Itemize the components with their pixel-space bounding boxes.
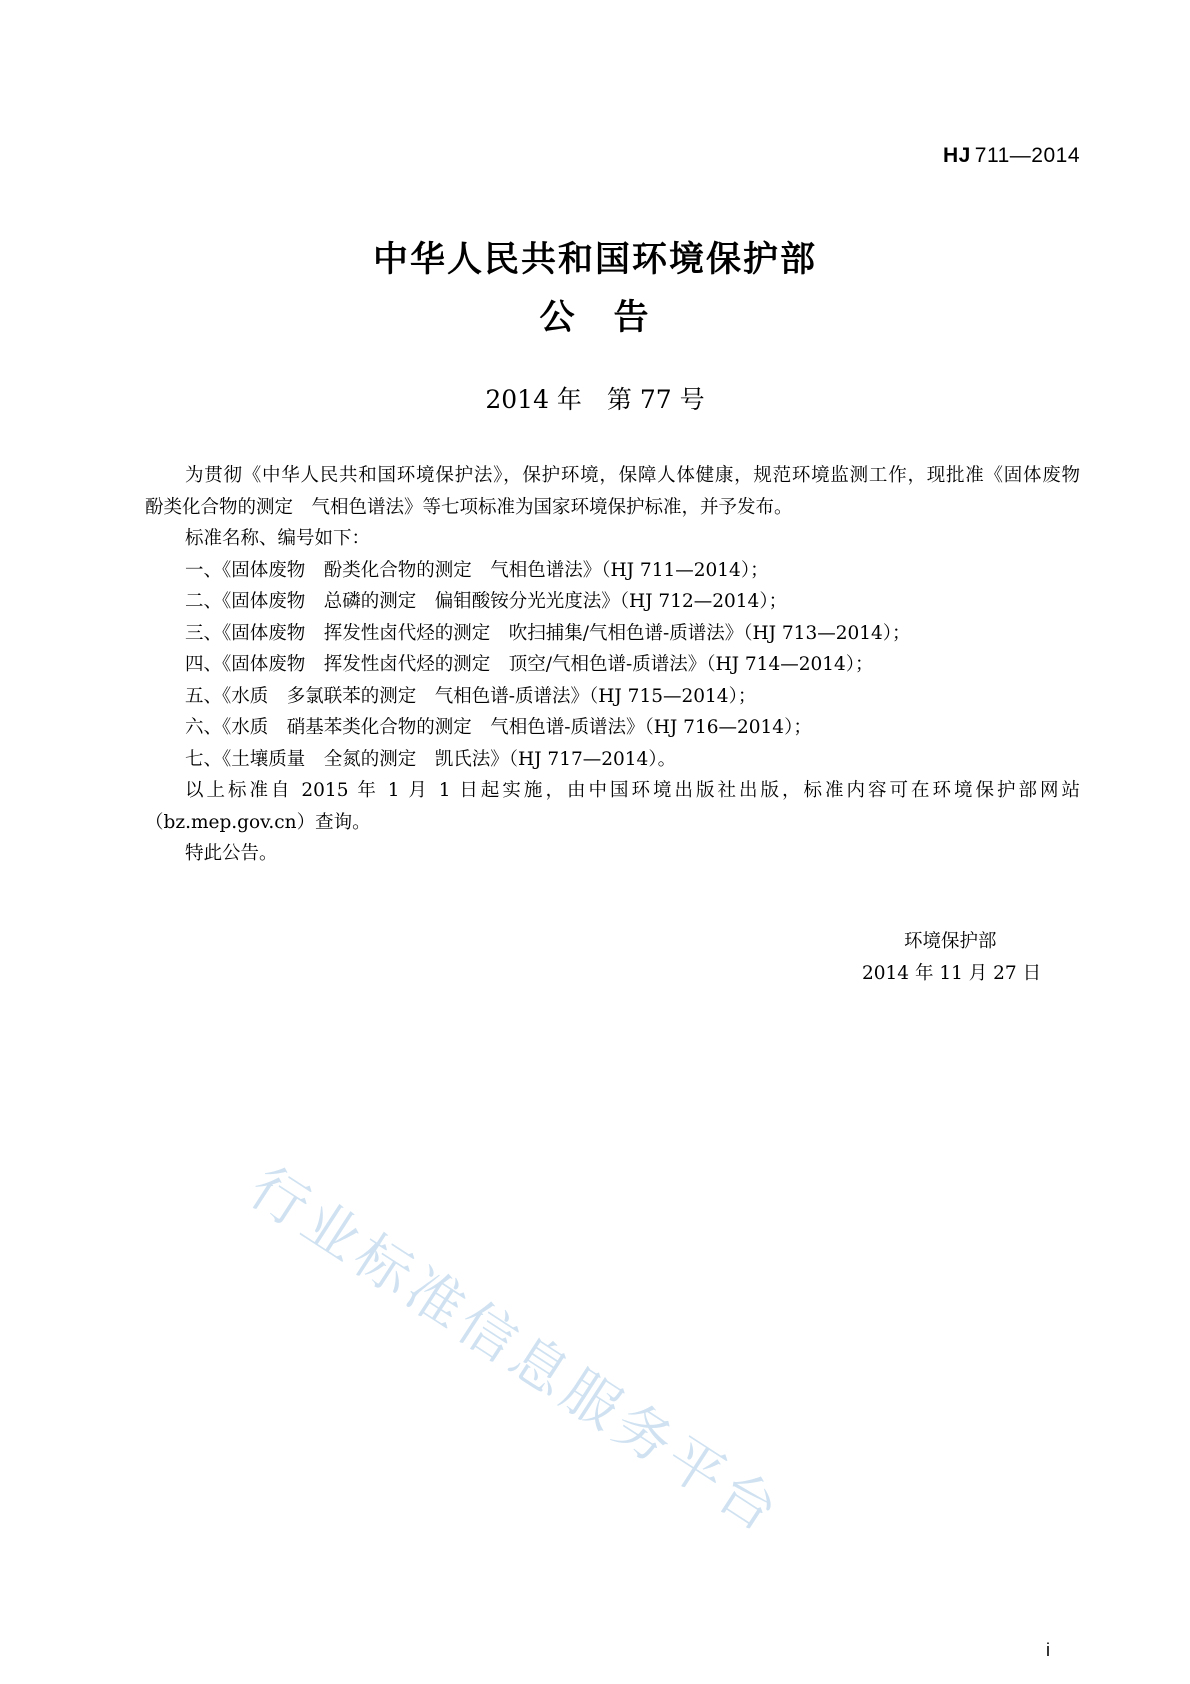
standard-item-1: 一、《固体废物 酚类化合物的测定 气相色谱法》（HJ 711—2014）； — [185, 559, 769, 581]
signature-organization: 环境保护部 — [904, 931, 997, 952]
intro-paragraph: 为贯彻《中华人民共和国环境保护法》，保护环境，保障人体健康，规范环境监测工作，现批准《固体废物 酚类化合物的测定 气相色谱法》等七项标准为国家环境保护标准，并予发布。 — [145, 465, 1099, 518]
standard-code-prefix: HJ — [942, 144, 971, 167]
implementation-paragraph: 以上标准自 2015 年 1 月 1 日起实施，由中国环境出版社出版，标准内容可在环境保护部网站（bz.mep.gov.cn）查询。 — [145, 780, 1080, 833]
page-number: i — [1046, 1640, 1050, 1660]
standard-item-4: 四、《固体废物 挥发性卤代烃的测定 顶空/气相色谱-质谱法》（HJ 714—2014）； — [185, 654, 874, 675]
standard-item-5: 五、《水质 多氯联苯的测定 气相色谱-质谱法》（HJ 715—2014）； — [185, 685, 757, 707]
standard-code-number: 711—2014 — [974, 144, 1080, 167]
standard-item-6: 六、《水质 硝基苯类化合物的测定 气相色谱-质谱法》（HJ 716—2014）； — [185, 717, 812, 738]
standard-item-3: 三、《固体废物 挥发性卤代烃的测定 吹扫捕集/气相色谱-质谱法》（HJ 713—2014）； — [185, 622, 911, 644]
closing-paragraph: 特此公告。 — [185, 843, 278, 864]
standard-item-2: 二、《固体废物 总磷的测定 偏钼酸铵分光光度法》（HJ 712—2014）； — [185, 591, 788, 612]
signature-date: 2014 年 11 月 27 日 — [862, 962, 1042, 984]
organization-title: 中华人民共和国环境保护部 — [372, 240, 817, 280]
notice-body — [145, 460, 1099, 870]
watermark-text: 行业标准信息服务平台 — [238, 1155, 794, 1548]
notice-title: 公 告 — [539, 298, 651, 338]
standard-item-7: 七、《土壤质量 全氮的测定 凯氏法》（HJ 717—2014）。 — [185, 748, 677, 770]
signature-block — [862, 926, 1041, 989]
list-heading: 标准名称、编号如下： — [185, 528, 371, 549]
document-number: 2014 年 第 77 号 — [485, 385, 705, 414]
standard-code — [943, 144, 1080, 168]
